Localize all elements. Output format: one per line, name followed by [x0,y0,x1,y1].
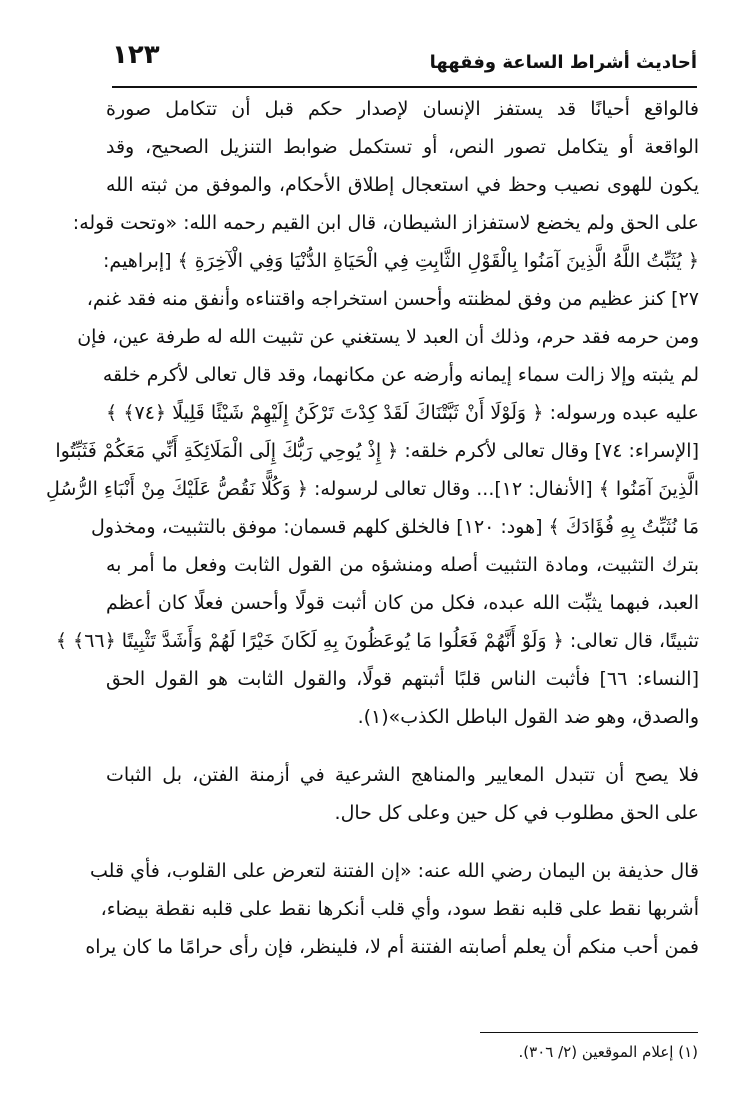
quran-verse-line: مَا نُثَبِّتُ بِهِ فُؤَادَكَ ﴾ [هود: ١٢٠] فالخلق كلهم قسمان: موفق بالتثبيت، ومخذول [91,516,699,538]
text-line: العبد، فبهما يثبِّت الله عبده، فكل من كان أثبت قولًا وأحسن فعلًا كان أعظم [106,592,699,614]
page-number: ١٢٣ [112,40,160,70]
quran-verse-line: الَّذِينَ آمَنُوا ﴾ [الأنفال: ١٢]... وقال تعالى لرسوله: ﴿ وَكُلًّا نَقُصُّ عَلَيْكَ مِنْ أَنْبَاءِ الرُّسُلِ [45,478,699,500]
text-line: فمن أحب منكم أن يعلم أصابته الفتنة أم لا، فلينظر، فإن رأى حرامًا ما كان يراه [85,936,699,958]
text-line: لم يثبته وإلا زالت سماء إيمانه وأرضه عن مكانهما، وقد قال تعالى لأكرم خلقه [102,364,699,386]
page-header [112,40,697,90]
text-line: على الحق ولم يخضع لاستفزاز الشيطان، قال ابن القيم رحمه الله: «وتحت قوله: [72,212,699,234]
text-line: بترك التثبيت، ومادة التثبيت أصله ومنشؤه من القول الثابت وفعل ما أمر به [106,554,699,576]
footnote: (١) إعلام الموقعين (٢/ ٣٠٦). [518,1043,698,1061]
text-line: يكون للهوى نصيب وحظ في استعجال إطلاق الأحكام، والموفق من ثبته الله [106,174,699,196]
text-line: على الحق مطلوب في كل حين وعلى كل حال. [334,802,699,824]
quran-verse-line: ﴿ يُثَبِّتُ اللَّهُ الَّذِينَ آمَنُوا بِالْقَوْلِ الثَّابِتِ فِي الْحَيَاةِ الدُّنْيَا وَفِي الْآخِرَةِ ﴾ [إبراهيم: [103,250,699,272]
running-title: أحاديث أشراط الساعة وفقهها [429,52,697,73]
quran-verse-line: عليه عبده ورسوله: ﴿ وَلَوْلَا أَنْ ثَبَّتْنَاكَ لَقَدْ كِدْتَ تَرْكَنُ إِلَيْهِمْ شَيْئًا قَلِيلًا ﴿٧٤﴾ ﴾ [106,402,699,424]
text-line: ومن حرمه فقد حرم، وذلك أن العبد لا يستغني عن تثبيت الله له طرفة عين، فإن [77,326,699,348]
quran-verse-line: [الإسراء: ٧٤] وقال تعالى لأكرم خلقه: ﴿ إِذْ يُوحِي رَبُّكَ إِلَى الْمَلَائِكَةِ أَنِّي مَعَكُمْ فَثَبِّتُوا [55,440,699,462]
text-line: ٢٧] كنز عظيم من وفق لمظنته وأحسن استخراجه واقتناءه وأنفق منه فقد غنم، [86,288,699,310]
text-line: فلا يصح أن تتبدل المعايير والمناهج الشرعية في أزمنة الفتن، بل الثبات [106,764,699,786]
text-line: والصدق، وهو ضد القول الباطل الكذب»(١). [357,706,699,728]
text-line: الواقعة أو يتكامل تصور النص، أو تستكمل ضوابط التنزيل الصحيح، وقد [106,136,699,158]
text-line: قال حذيفة بن اليمان رضي الله عنه: «إن الفتنة لتعرض على القلوب، فأي قلب [90,860,699,882]
text-line: [النساء: ٦٦] فأثبت الناس قلبًا أثبتهم قولًا، والقول الثابت هو القول الحق [106,668,699,690]
footnote-rule [480,1032,698,1033]
quran-verse-line: تثبيتًا، قال تعالى: ﴿ وَلَوْ أَنَّهُمْ فَعَلُوا مَا يُوعَظُونَ بِهِ لَكَانَ خَيْرًا لَهُمْ وَأَشَدَّ تَثْبِيتًا ﴿٦٦﴾ ﴾ [55,630,699,652]
header-rule [112,86,697,88]
text-line: فالواقع أحيانًا قد يستفز الإنسان لإصدار حكم قبل أن تتكامل صورة [106,98,699,120]
text-line: أشربها نقط على قلبه نقط سود، وأي قلب أنكرها نقط على قلبه نقطة بيضاء، [100,898,699,920]
